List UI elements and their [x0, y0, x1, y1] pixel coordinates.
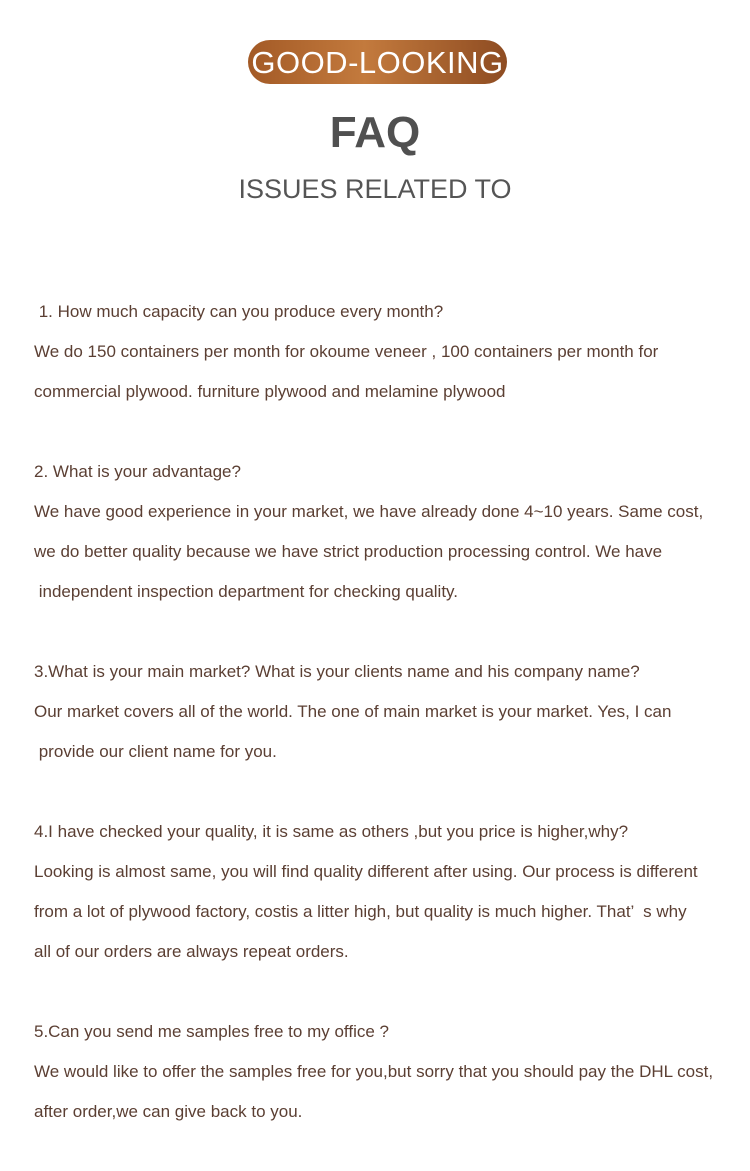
faq-answer-line: all of our orders are always repeat orders.: [34, 942, 349, 961]
faq-question: 4.I have checked your quality, it is same as others ,but you price is higher,why?: [34, 822, 629, 841]
faq-list: [34, 292, 750, 1132]
faq-answer-line: we do better quality because we have strict production processing control. We have: [34, 542, 663, 561]
faq-item-1: [34, 292, 750, 412]
faq-answer-line: We would like to offer the samples free for you,but sorry that you should pay the DHL cost,: [34, 1062, 714, 1081]
faq-answer-line: We do 150 containers per month for okoume veneer , 100 containers per month for: [34, 342, 659, 361]
faq-item-5: [34, 1012, 750, 1132]
faq-answer-line: after order,we can give back to you.: [34, 1102, 303, 1121]
page-title: FAQ: [329, 108, 421, 157]
faq-answer-line: We have good experience in your market, we have already done 4~10 years. Same cost,: [34, 502, 704, 521]
faq-question: 1. How much capacity can you produce every month?: [34, 302, 444, 321]
faq-answer-line: provide our client name for you.: [34, 742, 277, 761]
faq-answer-line: independent inspection department for checking quality.: [34, 582, 459, 601]
page-subtitle: ISSUES RELATED TO: [238, 174, 512, 204]
faq-answer-line: commercial plywood. furniture plywood and melamine plywood: [34, 382, 506, 401]
faq-item-4: [34, 812, 750, 972]
good-looking-badge: GOOD-LOOKING: [248, 40, 507, 84]
faq-item-3: [34, 652, 750, 772]
faq-answer-line: from a lot of plywood factory, costis a litter high, but quality is much higher. That’ s why: [34, 902, 687, 921]
faq-question: 2. What is your advantage?: [34, 462, 241, 481]
faq-item-2: [34, 452, 750, 612]
faq-answer-line: Looking is almost same, you will find quality different after using. Our process is different: [34, 862, 698, 881]
faq-question: 3.What is your main market? What is your clients name and his company name?: [34, 662, 640, 681]
faq-answer-line: Our market covers all of the world. The one of main market is your market. Yes, I can: [34, 702, 672, 721]
faq-question: 5.Can you send me samples free to my office ?: [34, 1022, 389, 1041]
